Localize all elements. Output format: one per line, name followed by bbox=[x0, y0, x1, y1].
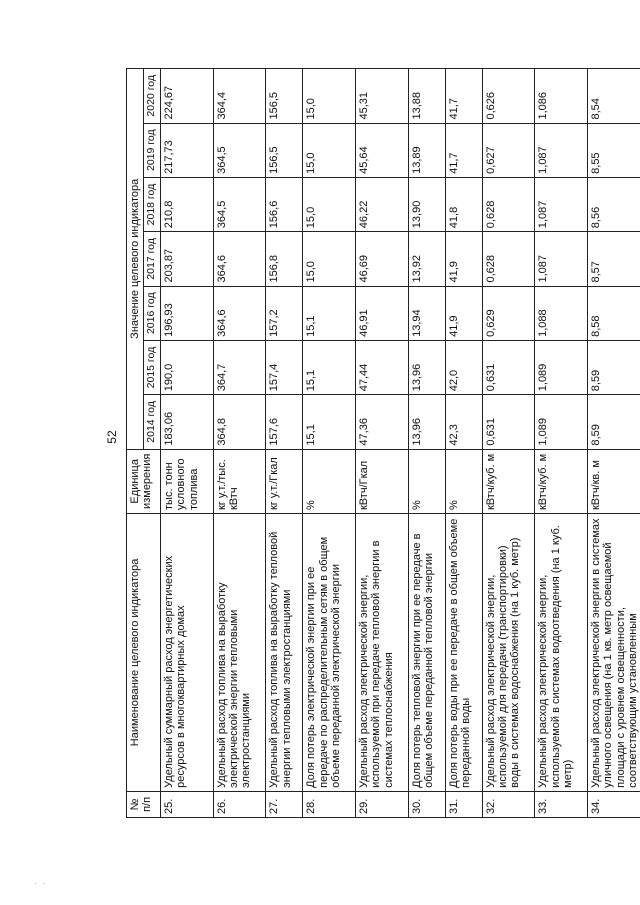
table-row bbox=[408, 69, 445, 818]
value-cell: 15,0 bbox=[303, 123, 356, 177]
unit-cell: кг у.т./Гкал bbox=[266, 449, 303, 513]
unit-cell: кВтч/куб. м bbox=[482, 449, 535, 513]
table-row bbox=[213, 69, 266, 818]
indicator-name: Доля потерь электрической энергии при ее передаче по распределительным сетям в общем объеме переданной электрической энергии bbox=[303, 514, 356, 792]
value-cell: 157,2 bbox=[266, 286, 303, 340]
header-year: 2015 год bbox=[144, 340, 161, 394]
value-cell: 190,0 bbox=[161, 340, 214, 394]
unit-cell: % bbox=[408, 449, 445, 513]
value-cell: 0,626 bbox=[482, 69, 535, 124]
value-cell: 1,087 bbox=[535, 177, 588, 231]
indicator-name: Удельный расход топлива на выработку электрической энергии тепловыми электростанциями bbox=[213, 514, 266, 792]
indicator-name: Удельный расход электрической энергии в системах уличного освещения (на 1 кв. метр освещаемой площади с уровнем освещенности, соответствующим установленным bbox=[587, 514, 640, 792]
row-number: 31. bbox=[445, 791, 482, 817]
value-cell: 156,5 bbox=[266, 69, 303, 124]
value-cell: 15,1 bbox=[303, 286, 356, 340]
value-cell: 0,631 bbox=[482, 340, 535, 394]
value-cell: 46,91 bbox=[355, 286, 408, 340]
unit-cell: кВтч/кв. м bbox=[587, 449, 640, 513]
row-number: 29. bbox=[355, 791, 408, 817]
indicator-name: Доля потерь тепловой энергии при ее передаче в общем объеме переданной тепловой энергии bbox=[408, 514, 445, 792]
value-cell: 13,92 bbox=[408, 232, 445, 286]
value-cell: 156,8 bbox=[266, 232, 303, 286]
page-number: 52 bbox=[105, 430, 119, 444]
row-number: 32. bbox=[482, 791, 535, 817]
value-cell: 15,0 bbox=[303, 69, 356, 124]
unit-cell: тыс. тонн условного топлива bbox=[161, 449, 214, 513]
value-cell: 8,54 bbox=[587, 69, 640, 124]
value-cell: 0,631 bbox=[482, 395, 535, 449]
table-row bbox=[482, 69, 535, 818]
value-cell: 364,4 bbox=[213, 69, 266, 124]
value-cell: 41,7 bbox=[445, 123, 482, 177]
value-cell: 364,6 bbox=[213, 286, 266, 340]
scan-specks: · · bbox=[34, 879, 48, 888]
value-cell: 47,44 bbox=[355, 340, 408, 394]
header-year: 2018 год bbox=[144, 177, 161, 231]
value-cell: 41,8 bbox=[445, 177, 482, 231]
value-cell: 0,629 bbox=[482, 286, 535, 340]
value-cell: 8,55 bbox=[587, 123, 640, 177]
value-cell: 41,9 bbox=[445, 232, 482, 286]
row-number: 27. bbox=[266, 791, 303, 817]
row-number: 26. bbox=[213, 791, 266, 817]
value-cell: 13,94 bbox=[408, 286, 445, 340]
value-cell: 46,22 bbox=[355, 177, 408, 231]
value-cell: 13,89 bbox=[408, 123, 445, 177]
table-row bbox=[303, 69, 356, 818]
header-year: 2019 год bbox=[144, 123, 161, 177]
value-cell: 364,7 bbox=[213, 340, 266, 394]
table-row bbox=[535, 69, 588, 818]
header-year: 2016 год bbox=[144, 286, 161, 340]
value-cell: 0,628 bbox=[482, 177, 535, 231]
value-cell: 47,36 bbox=[355, 395, 408, 449]
header-unit: Единица измерения bbox=[127, 449, 161, 513]
value-cell: 0,627 bbox=[482, 123, 535, 177]
table-header bbox=[127, 69, 161, 818]
table-row bbox=[266, 69, 303, 818]
value-cell: 1,088 bbox=[535, 286, 588, 340]
table-row bbox=[161, 69, 214, 818]
indicator-name: Доля потерь воды при ее передаче в общем объеме переданной воды bbox=[445, 514, 482, 792]
row-number: 28. bbox=[303, 791, 356, 817]
value-cell: 13,96 bbox=[408, 395, 445, 449]
value-cell: 196,93 bbox=[161, 286, 214, 340]
indicator-name: Удельный суммарный расход энергетических ресурсов в многоквартирных домах bbox=[161, 514, 214, 792]
table-body bbox=[161, 69, 640, 818]
indicator-name: Удельный расход электрической энергии, используемой в системах водоотведения (на 1 куб. метр) bbox=[535, 514, 588, 792]
header-year: 2014 год bbox=[144, 395, 161, 449]
row-number: 34. bbox=[587, 791, 640, 817]
unit-cell: % bbox=[303, 449, 356, 513]
table-row bbox=[355, 69, 408, 818]
unit-cell: кВтч/куб. м bbox=[535, 449, 588, 513]
unit-cell: кВтч/Гкал bbox=[355, 449, 408, 513]
unit-cell: % bbox=[445, 449, 482, 513]
header-values-group: Значение целевого индикатора bbox=[127, 69, 144, 450]
value-cell: 8,56 bbox=[587, 177, 640, 231]
indicator-table bbox=[126, 68, 640, 818]
row-number: 30. bbox=[408, 791, 445, 817]
header-year: 2020 год bbox=[144, 69, 161, 124]
value-cell: 1,086 bbox=[535, 69, 588, 124]
value-cell: 1,087 bbox=[535, 232, 588, 286]
value-cell: 157,4 bbox=[266, 340, 303, 394]
indicator-name: Удельный расход топлива на выработку тепловой энергии тепловыми электростанциями bbox=[266, 514, 303, 792]
value-cell: 45,31 bbox=[355, 69, 408, 124]
value-cell: 1,089 bbox=[535, 395, 588, 449]
indicator-name: Удельный расход электрической энергии, используемой при передаче тепловой энергии в системах теплоснабжения bbox=[355, 514, 408, 792]
value-cell: 157,6 bbox=[266, 395, 303, 449]
value-cell: 156,5 bbox=[266, 123, 303, 177]
value-cell: 42,3 bbox=[445, 395, 482, 449]
value-cell: 15,0 bbox=[303, 177, 356, 231]
value-cell: 364,5 bbox=[213, 177, 266, 231]
rotated-table-container bbox=[126, 68, 640, 818]
value-cell: 203,87 bbox=[161, 232, 214, 286]
value-cell: 364,5 bbox=[213, 123, 266, 177]
value-cell: 183,06 bbox=[161, 395, 214, 449]
value-cell: 1,089 bbox=[535, 340, 588, 394]
value-cell: 364,8 bbox=[213, 395, 266, 449]
value-cell: 0,628 bbox=[482, 232, 535, 286]
value-cell: 41,9 bbox=[445, 286, 482, 340]
row-number: 25. bbox=[161, 791, 214, 817]
value-cell: 46,69 bbox=[355, 232, 408, 286]
row-number: 33. bbox=[535, 791, 588, 817]
value-cell: 224,67 bbox=[161, 69, 214, 124]
value-cell: 1,087 bbox=[535, 123, 588, 177]
value-cell: 156,6 bbox=[266, 177, 303, 231]
value-cell: 8,57 bbox=[587, 232, 640, 286]
value-cell: 8,58 bbox=[587, 286, 640, 340]
value-cell: 42,0 bbox=[445, 340, 482, 394]
value-cell: 15,0 bbox=[303, 232, 356, 286]
value-cell: 15,1 bbox=[303, 340, 356, 394]
value-cell: 8,59 bbox=[587, 395, 640, 449]
value-cell: 41,7 bbox=[445, 69, 482, 124]
table-row bbox=[587, 69, 640, 818]
value-cell: 13,96 bbox=[408, 340, 445, 394]
table-row bbox=[445, 69, 482, 818]
value-cell: 45,64 bbox=[355, 123, 408, 177]
header-num: № п/п bbox=[127, 791, 161, 817]
value-cell: 13,88 bbox=[408, 69, 445, 124]
value-cell: 364,6 bbox=[213, 232, 266, 286]
value-cell: 15,1 bbox=[303, 395, 356, 449]
header-year: 2017 год bbox=[144, 232, 161, 286]
value-cell: 13,90 bbox=[408, 177, 445, 231]
unit-cell: кг у.т./тыс. кВтч bbox=[213, 449, 266, 513]
indicator-name: Удельный расход электрической энергии, используемой для передачи (транспортировки) воды в системах водоснабжения (на 1 куб. метр) bbox=[482, 514, 535, 792]
value-cell: 210,8 bbox=[161, 177, 214, 231]
value-cell: 217,73 bbox=[161, 123, 214, 177]
header-name: Наименование целевого индикатора bbox=[127, 514, 161, 792]
value-cell: 8,59 bbox=[587, 340, 640, 394]
